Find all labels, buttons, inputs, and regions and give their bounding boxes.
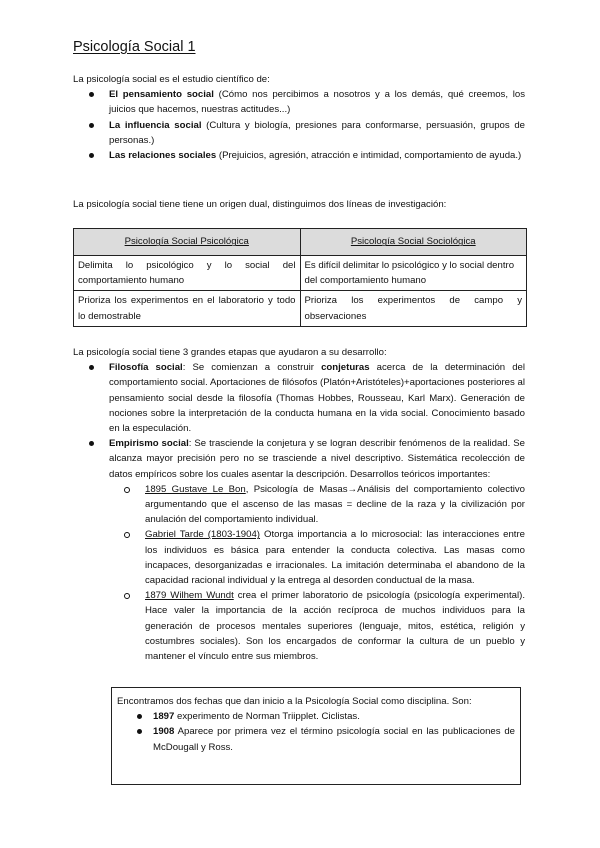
list-item [117,709,515,724]
item-term: Filosofía social [109,362,183,374]
intro-section [73,72,525,163]
item-term: 1895 Gustave Le Bon [145,483,246,495]
item-text: crea el primer laboratorio de psicología (psicología experimental). Hace valer la importancia de la acción recíproca de muchos individuos para la generación de procesos mentales superiores (lenguaje, mitos, estética, religión y costumbres sociales). Son los encargados de conformar la cultura de un pueblo y mantener el vínculo entre sus miembros. [145,590,525,663]
table-header-row [74,229,527,256]
list-item [73,87,525,117]
item-term: 1879 Wilhem Wundt [145,590,234,602]
item-text: acerca de la determinación del comportamiento social. Aportaciones de filósofos (Platón+Aristóteles)+aportaciones posteriores al pensamiento social desde la filosofía (Thomas Hobbes, Rousseau, Karl Marx). Generación de nociones sobre la interpretación de la conducta humana en la vida social. Conocimiento basado en la especulación. [109,362,525,435]
bullet-icon [89,92,94,97]
sublist [109,482,525,664]
item-text: : Se comienzan a construir [182,362,322,374]
list-item [73,118,525,148]
bullet-icon [137,729,142,734]
table-cell: Es difícil delimitar lo psicológico y lo social dentro del comportamiento humano [300,256,527,291]
circle-bullet-icon [124,593,130,599]
item-term: La influencia social [109,119,202,131]
item-text: (Cultura y biología, presiones para conformarse, persuasión, grupos de personas.) [109,119,525,146]
item-text: experimento de Norman Triipplet. Ciclistas. [174,711,360,723]
stages-list [73,360,525,664]
item-text: (Cómo nos percibimos a nosotros y a los demás, qué creemos, los juicios que hacemos, nuestras actitudes...) [109,89,525,116]
circle-bullet-icon [124,487,130,493]
list-item [73,148,525,163]
table-row [74,256,527,291]
list-item [73,360,525,436]
origin-text: La psicología social tiene tiene un origen dual, distinguimos dos líneas de investigación: [73,199,447,210]
item-term: Las relaciones sociales [109,150,217,162]
item-text: , Psicología de Masas→Análisis del comportamiento colectivo argumentando que el ascenso de las masas = decline de la raza y la civilización por anulación del comportamiento individual. [145,483,525,526]
table-cell: Prioriza los experimentos en el laboratorio y todo lo demostrable [74,291,301,326]
comparison-table [73,228,527,327]
box-intro: Encontramos dos fechas que dan inicio a la Psicología Social como disciplina. Son: [117,696,472,707]
table-cell: Delimita lo psicológico y lo social del comportamiento humano [74,256,301,291]
list-item [73,436,525,664]
bullet-icon [89,441,94,446]
item-text: Aparece por primera vez el término psicología social en las publicaciones de McDougall y Ross. [153,726,515,753]
bullet-icon [137,714,142,719]
item-term: Empirismo social [109,438,189,450]
sublist-item [109,482,525,528]
stages-section [73,345,525,664]
column-header-label: Psicología Social Psicológica [124,236,249,248]
item-term: conjeturas [321,362,370,374]
item-term: 1908 [153,726,175,738]
circle-bullet-icon [124,532,130,538]
intro-text: La psicología social es el estudio científico de: [73,74,270,85]
column-header-label: Psicología Social Sociológica [350,236,476,248]
page-title: Psicología Social 1 [73,39,196,55]
item-text: (Prejuicios, agresión, atracción e intimidad, comportamiento de ayuda.) [216,150,522,162]
item-text: : Se trasciende la conjetura y se logran describir fenómenos de la realidad. Se alcanza mayor precisión pero no se trasciende a nivel descriptivo. Sistemática recolección de datos empíricos sobre los cuales asentar la descripción. Desarrollos teóricos importantes: [109,438,525,480]
intro-list [73,87,525,163]
dates-box [111,687,521,785]
column-header [74,229,301,256]
item-text: Otorga importancia a lo microsocial: las interacciones entre los individuos es básica para entender la conducta colectiva. Las masas como incapaces, desorganizadas e irracionales. La imitación determinaba el abandono de la capacidad racional individual y la entrega al desorden conductual de la masa. [145,529,525,587]
column-header [300,229,527,256]
item-term: El pensamiento social [109,89,214,101]
stages-intro: La psicología social tiene 3 grandes etapas que ayudaron a su desarrollo: [73,347,387,358]
bullet-icon [89,153,94,158]
list-item [117,724,515,754]
item-term: Gabriel Tarde (1803-1904) [145,529,261,541]
dates-list [117,709,515,755]
bullet-icon [89,123,94,128]
item-term: 1897 [153,711,175,723]
bullet-icon [89,365,94,370]
sublist-item [109,588,525,664]
sublist-item [109,527,525,588]
table-row [74,291,527,326]
table-cell: Prioriza los experimentos de campo y observaciones [300,291,527,326]
